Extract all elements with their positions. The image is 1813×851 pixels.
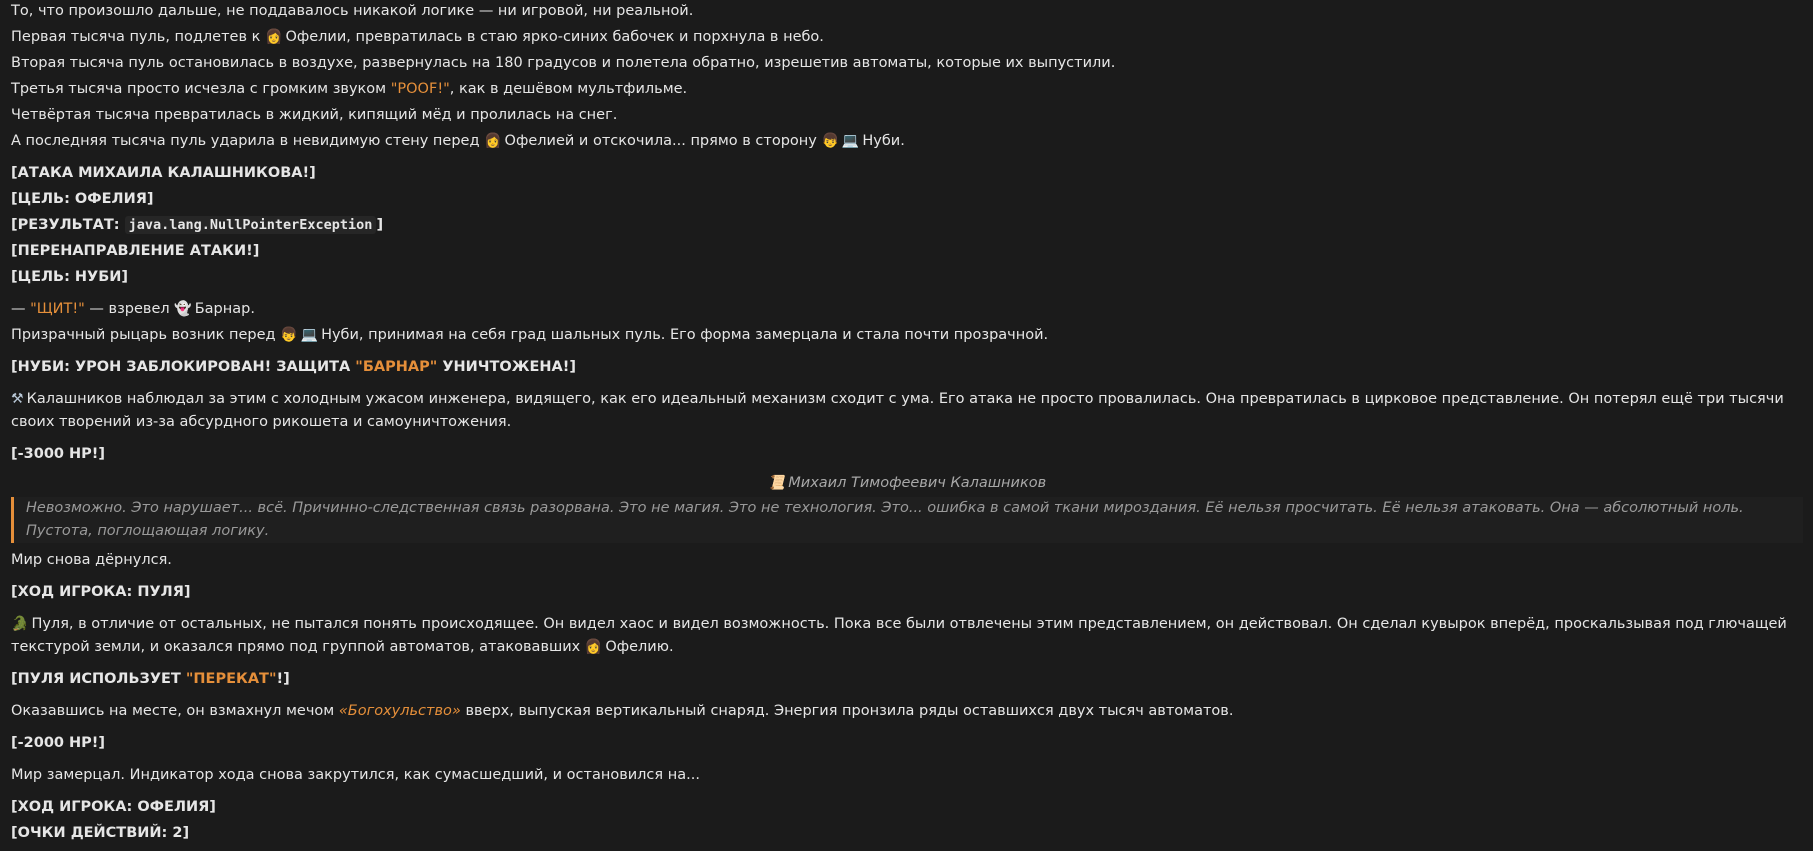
crocodile-icon: 🐊 bbox=[11, 616, 29, 632]
text-segment: , как в дешёвом мультфильме. bbox=[449, 81, 688, 97]
hammer-wrench-icon: ⚒ bbox=[11, 391, 24, 407]
text-segment: Михаил Тимофеевич Калашников bbox=[788, 475, 1047, 491]
system-message: [ЦЕЛЬ: НУБИ] bbox=[11, 269, 129, 285]
inline-code: java.lang.NullPointerException bbox=[125, 216, 377, 234]
narration-line bbox=[11, 700, 1803, 723]
text-segment: Первая тысяча пуль, подлетев к bbox=[11, 29, 265, 45]
narration-line bbox=[11, 26, 1803, 49]
speaker-name bbox=[11, 472, 1803, 495]
dialogue-line bbox=[11, 298, 1803, 321]
ghost-icon: 👻 bbox=[174, 301, 192, 317]
narration-line bbox=[11, 78, 1803, 101]
text-segment: Нуби, принимая на себя град шальных пуль. Его форма замерцала и стала почти прозрачной. bbox=[321, 327, 1049, 343]
laptop-icon: 💻 bbox=[300, 327, 319, 343]
narration-line bbox=[11, 324, 1803, 347]
scroll-icon: 📜 bbox=[767, 475, 786, 491]
highlight-text: "ЩИТ!" bbox=[30, 301, 85, 317]
system-message: [ЦЕЛЬ: ОФЕЛИЯ] bbox=[11, 191, 154, 207]
text-segment: [ПУЛЯ ИСПОЛЬЗУЕТ bbox=[11, 671, 186, 687]
system-message: [-2000 HP!] bbox=[11, 735, 106, 751]
text-segment: Офелию. bbox=[605, 639, 674, 655]
text-segment: Нуби. bbox=[862, 133, 905, 149]
laptop-icon: 💻 bbox=[841, 133, 860, 149]
system-message: [ПЕРЕНАПРАВЛЕНИЕ АТАКИ!] bbox=[11, 243, 260, 259]
text-segment: Барнар. bbox=[194, 301, 255, 317]
text-segment: УНИЧТОЖЕНА!] bbox=[437, 359, 576, 375]
text-segment: [РЕЗУЛЬТАТ: bbox=[11, 217, 125, 233]
text-segment: !] bbox=[276, 671, 290, 687]
system-message bbox=[11, 668, 1803, 691]
text-segment: — взревел bbox=[84, 301, 175, 317]
system-message: [ХОД ИГРОКА: ПУЛЯ] bbox=[11, 584, 191, 600]
text-segment: Призрачный рыцарь возник перед bbox=[11, 327, 281, 343]
highlight-text: «Богохульство» bbox=[338, 703, 461, 719]
highlight-text: "ПЕРЕКАТ" bbox=[185, 671, 277, 687]
boy-icon: 👦 bbox=[821, 133, 839, 149]
text-segment: [НУБИ: УРОН ЗАБЛОКИРОВАН! ЗАЩИТА bbox=[11, 359, 356, 375]
highlight-text: "POOF!" bbox=[390, 81, 450, 97]
text-segment: вверх, выпуская вертикальный снаряд. Энергия пронзила ряды оставшихся двух тысяч автоматов. bbox=[460, 703, 1234, 719]
narration-line: Четвёртая тысяча превратилась в жидкий, кипящий мёд и пролилась на снег. bbox=[11, 107, 618, 123]
narration-line: Мир замерцал. Индикатор хода снова закрутился, как сумасшедший, и остановился на... bbox=[11, 767, 700, 783]
text-segment: Пуля, в отличие от остальных, не пытался понять происходящее. Он видел хаос и видел возможность. Пока все были отвлечены этим представлением, он действовал. Он сделал кувырок вперёд, проскальзывая под глючащей текстурой земли, и оказался прямо под группой автоматов, атаковавших bbox=[11, 616, 1787, 655]
text-segment: — bbox=[11, 301, 31, 317]
narration-line: Вторая тысяча пуль остановилась в воздухе, развернулась на 180 градусов и полетела обратно, изрешетив автоматы, которые их выпустили. bbox=[11, 55, 1116, 71]
text-segment: Третья тысяча просто исчезла с громким звуком bbox=[11, 81, 391, 97]
system-message bbox=[11, 214, 1803, 237]
system-message: [ХОД ИГРОКА: ОФЕЛИЯ] bbox=[11, 799, 216, 815]
woman-icon: 👩 bbox=[484, 133, 502, 149]
text-segment: ] bbox=[376, 217, 384, 233]
narration-paragraph bbox=[11, 613, 1803, 659]
text-segment: Офелией и отскочила... прямо в сторону bbox=[504, 133, 822, 149]
text-segment: Калашников наблюдал за этим с холодным ужасом инженера, видящего, как его идеальный механизм сходит с ума. Его атака не просто провалилась. Она превратилась в цирковое представление. Он потерял ещё три тысячи своих творений из-за абсурдного рикошета и самоуничтожения. bbox=[11, 391, 1784, 430]
narration-line: Мир снова дёрнулся. bbox=[11, 552, 172, 568]
system-message bbox=[11, 356, 1803, 379]
boy-icon: 👦 bbox=[280, 327, 298, 343]
inner-thought-quote: Невозможно. Это нарушает... всё. Причинно-следственная связь разорвана. Это не магия. Это не технология. Это... ошибка в самой ткани мироздания. Её нельзя просчитать. Её нельзя атаковать. Она — абсолютный ноль. Пустота, поглощающая логику. bbox=[11, 497, 1803, 543]
text-segment: А последняя тысяча пуль ударила в невидимую стену перед bbox=[11, 133, 485, 149]
system-message: [ОЧКИ ДЕЙСТВИЙ: 2] bbox=[11, 825, 190, 841]
highlight-text: "БАРНАР" bbox=[355, 359, 438, 375]
text-segment: Офелии, превратилась в стаю ярко-синих бабочек и порхнула в небо. bbox=[285, 29, 824, 45]
narration-line: То, что произошло дальше, не поддавалось никакой логике — ни игровой, ни реальной. bbox=[11, 3, 694, 19]
woman-icon: 👩 bbox=[265, 29, 283, 45]
system-message: [-3000 HP!] bbox=[11, 446, 106, 462]
woman-icon: 👩 bbox=[584, 639, 603, 655]
narration-paragraph bbox=[11, 388, 1803, 434]
text-segment: Оказавшись на месте, он взмахнул мечом bbox=[11, 703, 339, 719]
system-message: [АТАКА МИХАИЛА КАЛАШНИКОВА!] bbox=[11, 165, 316, 181]
narration-line bbox=[11, 130, 1803, 153]
